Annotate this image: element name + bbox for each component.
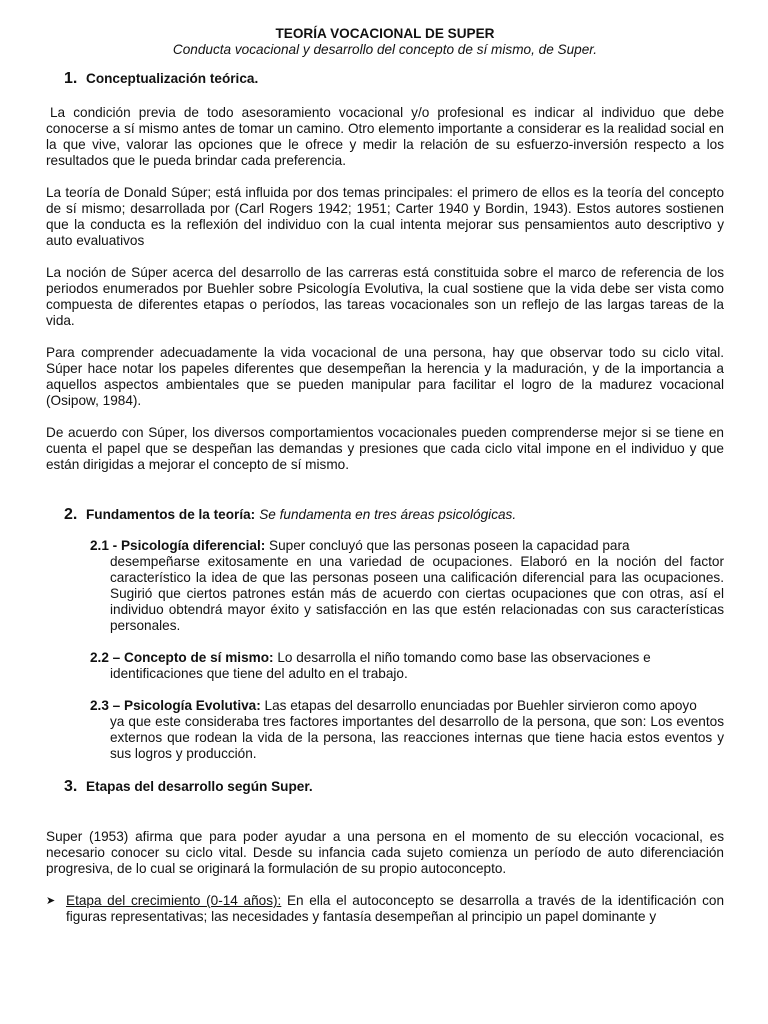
subsection-2-2-first-line: Lo desarrolla el niño tomando como base las observaciones e [277, 650, 651, 665]
section-2-subtitle: Se fundamenta en tres áreas psicológicas. [259, 507, 517, 522]
bullet-item [46, 893, 724, 925]
paragraph: De acuerdo con Súper, los diversos comportamientos vocacionales pueden comprenderse mejor si se tiene en cuenta el papel que se despeñan las demandas y presiones que cada ciclo vital impone en el individuo y que están dirigidas a mejorar el concepto de sí mismo. [46, 425, 724, 472]
section-3-number: 3. [64, 778, 78, 795]
subsection-2-1-label: 2.1 - Psicología diferencial: [90, 538, 266, 553]
subsection-2-3-text: ya que este consideraba tres factores importantes del desarrollo de la persona, que son: Los eventos externos que rodean la vida de la persona, las reacciones internas que tiene hacia estos eventos y sus logros y producción. [110, 714, 724, 761]
subsection-2-2 [90, 650, 724, 682]
section-3-heading [64, 779, 724, 795]
subsection-2-1-text: desempeñarse exitosamente en una variedad de ocupaciones. Elaboró en la noción del factor característico la idea de que las personas poseen una calificación diferencial para las ocupaciones. Sugirió que ciertos patrones están más de acuerdo con ciertas ocupaciones que con otras, así el individuo obtendrá mayor éxito y satisfacción en las que estén relacionadas con sus características personales. [110, 554, 724, 633]
subsection-2-2-label: 2.2 – Concepto de sí mismo: [90, 650, 274, 665]
document-title: TEORÍA VOCACIONAL DE SUPER [275, 26, 495, 41]
paragraph: La condición previa de todo asesoramiento vocacional y/o profesional es indicar al individuo que debe conocerse a sí mismo antes de tomar un camino. Otro elemento importante a considerar es la realidad social en la que vive, valorar las opciones que le ofrece y medir la relación de su esfuerzo-inversión respecto a los resultados que le pueda brindar cada preferencia. [46, 105, 724, 168]
paragraph: La noción de Súper acerca del desarrollo de las carreras está constituida sobre el marco de referencia de los periodos enumerados por Buehler sobre Psicología Evolutiva, la cual sostiene que la vida debe ser vista como compuesta de diferentes etapas o períodos, las tareas vocacionales son un reflejo de las largas tareas de la vida. [46, 265, 724, 328]
subsection-2-3 [90, 698, 724, 762]
subsection-2-2-text: identificaciones que tiene del adulto en el trabajo. [110, 666, 408, 681]
section-3-title: Etapas del desarrollo según Super. [86, 779, 313, 794]
paragraph: La teoría de Donald Súper; está influida por dos temas principales: el primero de ellos es la teoría del concepto de sí mismo; desarrollada por (Carl Rogers 1942; 1951; Carter 1940 y Bordin, 1943). Estos autores sostienen que la conducta es la reflexión del individuo con la cual intenta mejorar sus pensamientos auto descriptivo y auto evaluativos [46, 185, 724, 248]
arrow-bullet-icon: ➤ [46, 895, 56, 907]
subsection-2-3-first-line: Las etapas del desarrollo enunciadas por Buehler sirvieron como apoyo [264, 698, 697, 713]
bullet-label: Etapa del crecimiento (0-14 años): [66, 893, 282, 908]
paragraph: Para comprender adecuadamente la vida vocacional de una persona, hay que observar todo su ciclo vital. Súper hace notar los papeles diferentes que desempeñan la herencia y la maduración, y de la importancia a aquellos aspectos ambientales que se pueden manipular para facilitar el logro de la madurez vocacional (Osipow, 1984). [46, 345, 724, 408]
subsection-2-1 [90, 538, 724, 634]
section-1-title: Conceptualización teórica. [86, 71, 259, 86]
bullet-text: En ella el autoconcepto se desarrolla a través de la identificación con figuras representativas; las necesidades y fantasía desempeñan al principio un papel dominante y [66, 893, 725, 924]
subsection-2-3-label: 2.3 – Psicología Evolutiva: [90, 698, 261, 713]
section-2-title: Fundamentos de la teoría: [86, 507, 256, 522]
paragraph: Super (1953) afirma que para poder ayudar a una persona en el momento de su elección vocacional, es necesario conocer su ciclo vital. Desde su infancia cada sujeto comienza un período de auto diferenciación progresiva, de lo cual se originará la formulación de su propio autoconcepto. [46, 829, 724, 876]
section-1-heading [64, 71, 724, 87]
section-2-heading [64, 507, 724, 523]
document-subtitle: Conducta vocacional y desarrollo del concepto de sí mismo, de Super. [172, 42, 598, 57]
section-2-number: 2. [64, 506, 78, 523]
section-1-number: 1. [64, 70, 78, 87]
subsection-2-1-first-line: Super concluyó que las personas poseen la capacidad para [269, 538, 630, 553]
